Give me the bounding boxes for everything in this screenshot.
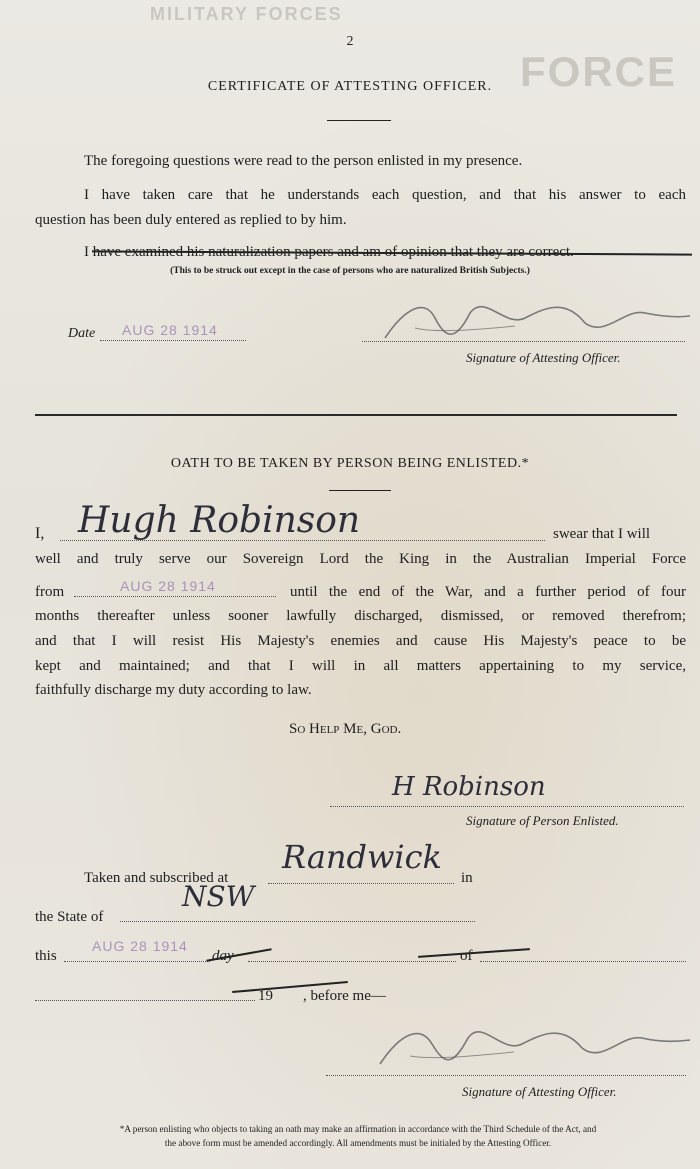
state-line [120,921,475,922]
state-handwritten: NSW [182,880,255,913]
oath-title-underline [329,490,391,491]
oath-i-label: I, [35,525,45,542]
oath-line-3: until the end of the War, and a further period of four [290,584,686,600]
from-date-stamp: AUG 28 1914 [120,578,216,594]
oath-swear-text: swear that I will [553,526,651,542]
day-label: day [212,948,234,964]
letterhead-ghost-top: MILITARY FORCES [150,4,343,24]
officer-signature-line-1 [362,341,685,342]
oath-line-5: and that I will resist His Majesty's enemies and cause His Majesty's peace to be [35,633,686,649]
footnote-line-2: the above form must be amended accordingly. All amendments must be initialed by the Attesting Officer. [164,1138,552,1148]
of-strike [418,948,530,958]
from-date-line [74,596,276,597]
certificate-paragraph-2-line2: question has been duly entered as replied to by him. [35,212,347,228]
place-line [268,883,454,884]
footnote-line-1: *A person enlisting who objects to taking an oath may make an affirmation in accordance with the Third Schedule of the Act, and [119,1124,597,1134]
year-prefix: 19 [258,988,273,1004]
oath-line-6: kept and maintained; and that I will in all matters appertaining to my service, [35,658,686,674]
state-label: the State of [35,909,104,925]
oath-line-2: well and truly serve our Sovereign Lord the King in the Australian Imperial Force [35,551,686,567]
enlisted-signature-caption: Signature of Person Enlisted. [466,813,619,828]
day-stamp: AUG 28 1914 [92,938,188,954]
in-label: in [461,870,473,886]
oath-from-label: from [35,584,65,600]
taken-subscribed-label: Taken and subscribed at [84,870,229,886]
of-label: of [460,948,473,964]
section-divider [35,414,677,416]
this-label: this [35,948,57,964]
date-stamp: AUG 28 1914 [122,322,218,338]
enlistee-name-handwritten: Hugh Robinson [78,500,361,541]
oath-title: OATH TO BE TAKEN BY PERSON BEING ENLISTED.* [170,456,530,471]
name-line [60,540,545,541]
oath-line-4: months thereafter unless sooner lawfully discharged, dismissed, or removed therefrom; [35,608,686,624]
officer-signature-caption-2: Signature of Attesting Officer. [462,1084,617,1099]
officer-signature-caption-1: Signature of Attesting Officer. [466,350,621,365]
certificate-title: CERTIFICATE OF ATTESTING OFFICER. [207,79,493,94]
before-me-label: , before me— [303,988,386,1004]
day-of-line [248,961,456,962]
enlisted-signature-line [330,806,684,807]
enlisted-signature-handwritten: H Robinson [392,772,546,802]
page-number: 2 [346,34,354,49]
certificate-paragraph-3-struck: I have examined his naturalization papers and am of opinion that they are correct. [84,244,574,260]
attesting-officer-signature-1 [375,288,695,348]
letterhead-ghost-force: FORCE [520,48,677,95]
place-handwritten: Randwick [282,838,442,876]
attesting-officer-signature-2 [370,1012,695,1074]
struck-out-note: (This to be struck out except in the case of persons who are naturalized British Subjects.) [170,266,530,276]
oath-line-7: faithfully discharge my duty according to law. [35,682,312,698]
date-label: Date [68,326,96,341]
certificate-paragraph-1: The foregoing questions were read to the person enlisted in my presence. [84,153,523,169]
certificate-paragraph-2-line1: I have taken care that he understands each question, and that his answer to each [84,187,686,203]
of-line [480,961,686,962]
officer-signature-line-2 [326,1075,686,1076]
date-line [100,340,246,341]
so-help-me-god: So Help Me, God. [289,721,402,737]
year-line [35,1000,255,1001]
title-underline [327,120,391,121]
this-date-line [64,961,210,962]
